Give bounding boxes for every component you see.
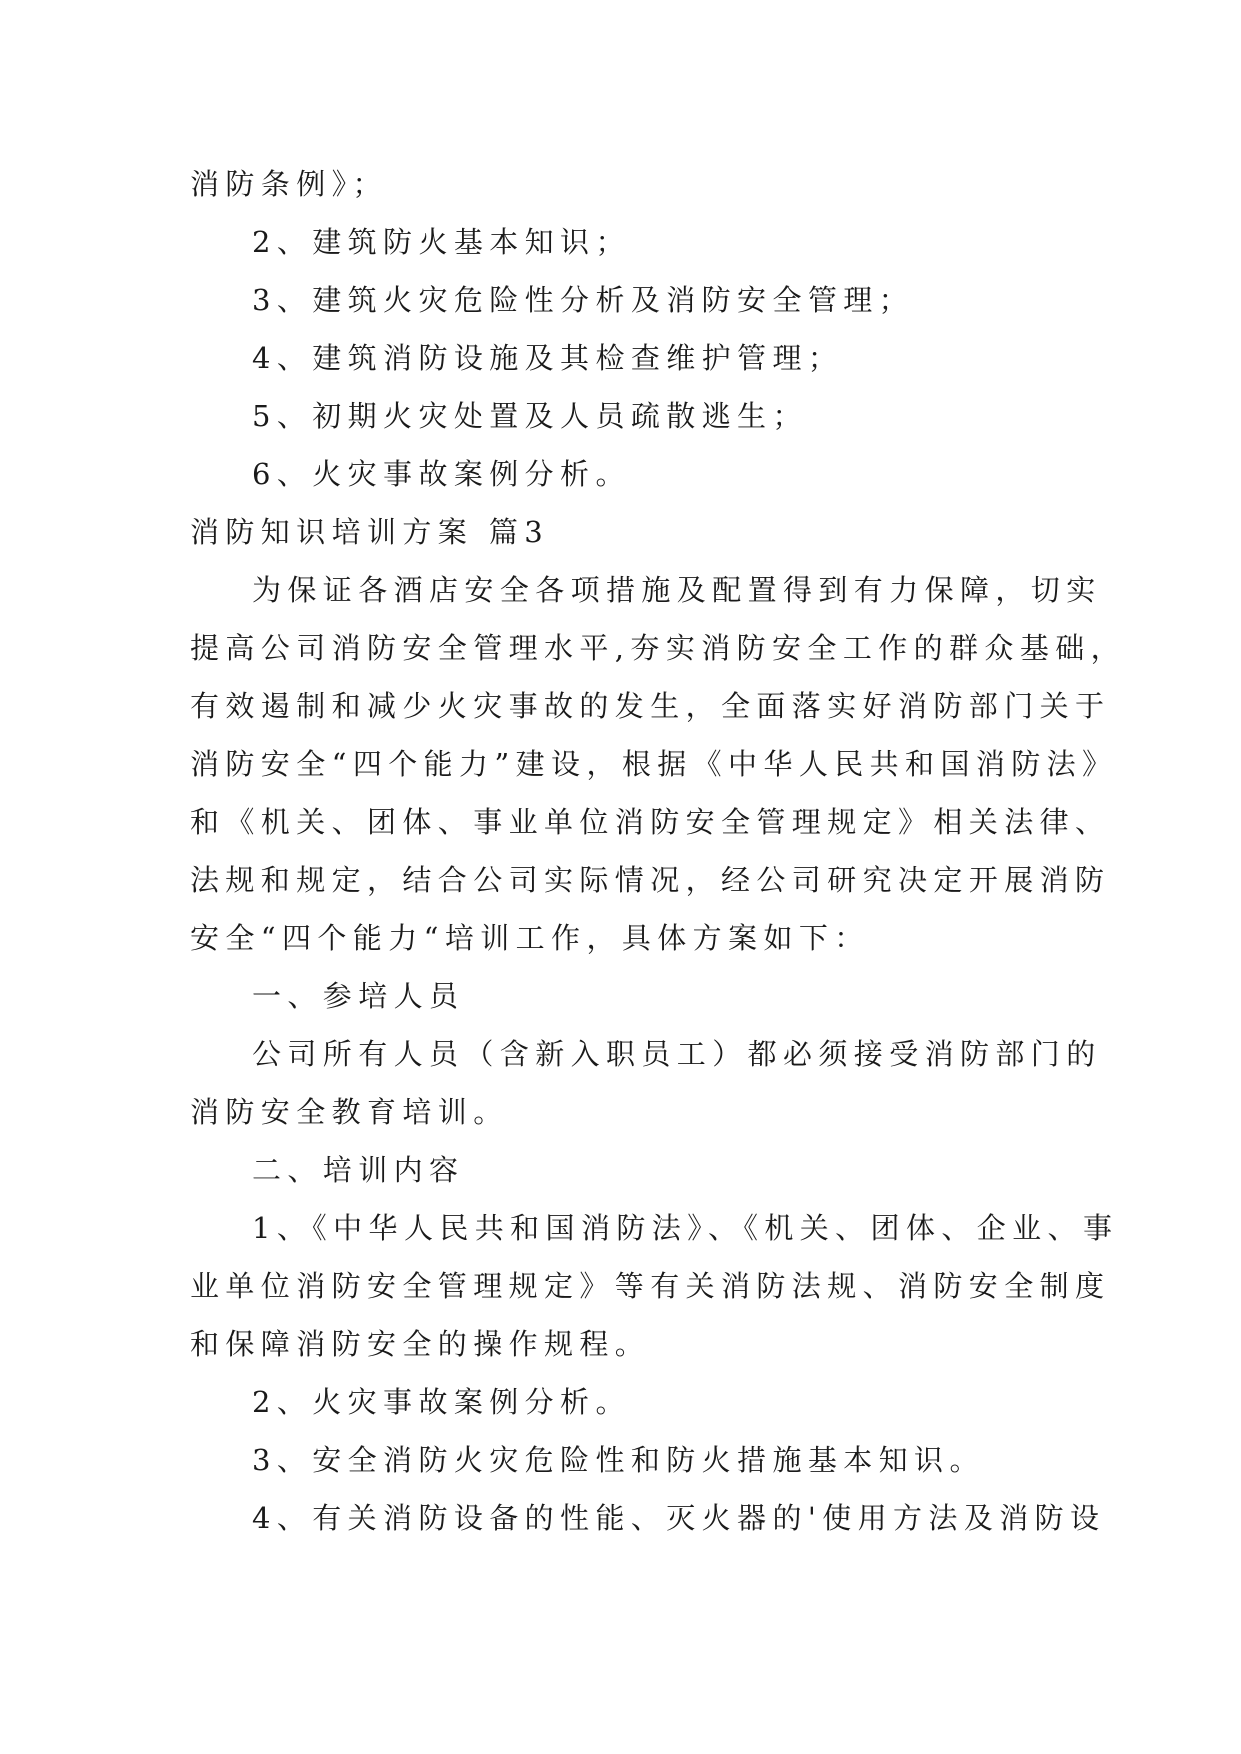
paragraph-line: 法规和规定，结合公司实际情况，经公司研究决定开展消防 bbox=[190, 863, 1111, 897]
list-item: 2、建筑防火基本知识； bbox=[252, 225, 631, 259]
paragraph-line: 消防安全教育培训。 bbox=[190, 1095, 509, 1129]
list-item: 3、建筑火灾危险性分析及消防安全管理； bbox=[252, 283, 915, 317]
list-item: 2、火灾事故案例分析。 bbox=[252, 1385, 631, 1419]
paragraph-line: 和《机关、团体、事业单位消防安全管理规定》相关法律、 bbox=[190, 805, 1111, 839]
section-heading: 消防知识培训方案 篇3 bbox=[190, 515, 550, 549]
text-line: 消防条例》； bbox=[190, 167, 388, 201]
paragraph-line: 公司所有人员（含新入职员工）都必须接受消防部门的 bbox=[252, 1037, 1102, 1071]
list-item: 4、有关消防设备的性能、灭火器的'使用方法及消防设 bbox=[252, 1501, 1106, 1535]
paragraph-line: 提高公司消防安全管理水平,夯实消防安全工作的群众基础， bbox=[190, 631, 1127, 665]
paragraph-line: 消防安全“四个能力”建设，根据《中华人民共和国消防法》 bbox=[190, 747, 1118, 781]
paragraph-line: 有效遏制和减少火灾事故的发生，全面落实好消防部门关于 bbox=[190, 689, 1111, 723]
list-item: 3、安全消防火灾危险性和防火措施基本知识。 bbox=[252, 1443, 985, 1477]
paragraph-line: 业单位消防安全管理规定》等有关消防法规、消防安全制度 bbox=[190, 1269, 1111, 1303]
list-item: 4、建筑消防设施及其检查维护管理； bbox=[252, 341, 844, 375]
paragraph-line: 为保证各酒店安全各项措施及配置得到有力保障，切实 bbox=[252, 573, 1102, 607]
list-item: 1、《中华人民共和国消防法》、《机关、团体、企业、事 bbox=[252, 1211, 1119, 1245]
list-item: 6、火灾事故案例分析。 bbox=[252, 457, 631, 491]
list-item: 5、初期火灾处置及人员疏散逃生； bbox=[252, 399, 808, 433]
subheading: 二、培训内容 bbox=[252, 1153, 465, 1187]
subheading: 一、参培人员 bbox=[252, 979, 465, 1013]
paragraph-line: 安全“四个能力“培训工作，具体方案如下： bbox=[190, 921, 870, 955]
paragraph-line: 和保障消防安全的操作规程。 bbox=[190, 1327, 651, 1361]
